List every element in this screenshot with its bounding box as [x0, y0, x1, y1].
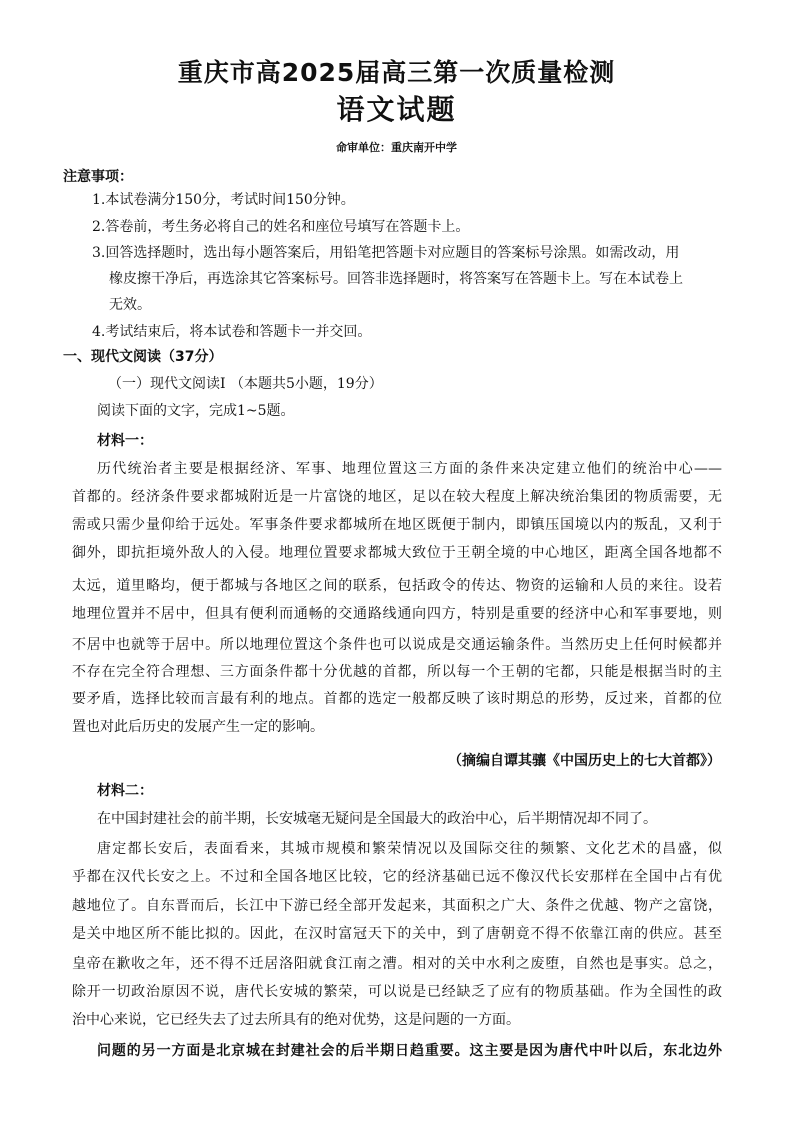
material-2-line: 除开一切政治原因不说，唐代长安城的繁荣，可以说是已经缺乏了应有的物质基础。作为全国性的政 — [72, 984, 722, 1000]
material-1-label: 材料一： — [97, 433, 153, 449]
subsection-heading: （一）现代文阅读I （本题共5小题，19分） — [108, 376, 383, 392]
material-1-line: 历代统治者主要是根据经济、军事、地理位置这三方面的条件来决定建立他们的统治中心—— — [97, 461, 722, 477]
material-2-line: 治中心来说，它已经失去了过去所具有的绝对优势，这是问题的一方面。 — [72, 1012, 520, 1028]
material-1-line: 不居中也就等于居中。所以地理位置这个条件也可以说成是交通运输条件。当然历史上任何时候都并 — [72, 637, 722, 653]
reading-instruction: 阅读下面的文字，完成1~5题。 — [97, 403, 295, 419]
material-2-paragraph-1: 在中国封建社会的前半期，长安城毫无疑问是全国最大的政治中心，后半期情况却不同了。 — [97, 811, 657, 827]
material-2-line: 乎都在汉代长安之上。不过和全国各地区比较，它的经济基础已远不像汉代长安那样在全国中占有优 — [72, 869, 722, 885]
material-1-line: 首都的。经济条件要求都城附近是一片富饶的地区，足以在较大程度上解决统治集团的物质需要，无 — [72, 489, 722, 505]
material-2-label: 材料二： — [97, 783, 153, 799]
section-heading: 一、现代文阅读（37分） — [63, 349, 223, 365]
material-1-line: 御外，即抗拒境外敌人的入侵。地理位置要求都城大致位于王朝全境的中心地区，距离全国各地都不 — [72, 545, 722, 561]
material-2-line: 越地位了。自东晋而后，长江中下游已经全部开发起来，其面积之广大、条件之优越、物产之富饶， — [72, 898, 722, 914]
material-1-line: 需或只需少量仰给于远处。军事条件要求都城所在地区既便于制内，即镇压国境以内的叛乱，又利于 — [72, 517, 722, 533]
material-1-line: 不存在完全符合理想、三方面条件都十分优越的首都，所以每一个王朝的宅都，只能是根据当时的主 — [72, 664, 722, 680]
material-2-line: 是关中地区所不能比拟的。因此，在汉时富冠天下的关中，到了唐朝竟不得不依靠江南的供应。甚至 — [72, 926, 722, 942]
notice-item-3-line-2: 橡皮擦干净后，再选涂其它答案标号。回答非选择题时，将答案写在答题卡上。写在本试卷上 — [109, 271, 683, 287]
material-2-line: 皇帝在歉收之年，还不得不迁居洛阳就食江南之漕。相对的关中水利之废堕，自然也是事实。总之， — [72, 956, 722, 972]
material-1-line: 太远，道里略均，便于都城与各地区之间的联系，包括政令的传达、物资的运输和人员的来往。设若 — [72, 578, 722, 594]
exam-title: 重庆市高2025届高三第一次质量检测 — [177, 58, 616, 87]
material-1-line: 要矛盾，选择比较而言最有利的地点。首都的选定一般都反映了该时期总的形势，反过来，首都的位 — [72, 691, 722, 707]
setter-unit: 命审单位：重庆南开中学 — [336, 141, 457, 154]
notice-item-3-line-1: 3.回答选择题时，选出每小题答案后，用铅笔把答题卡对应题目的答案标号涂黑。如需改动，用 — [92, 245, 680, 261]
notice-item-3-line-3: 无效。 — [109, 297, 151, 313]
notice-heading: 注意事项： — [63, 169, 133, 185]
material-2-line: 唐定都长安后，表面看来，其城市规模和繁荣情况以及国际交往的频繁、文化艺术的昌盛，似 — [97, 841, 722, 857]
exam-subject: 语文试题 — [336, 93, 457, 126]
material-1-line: 地理位置并不居中，但具有便利而通畅的交通路线通向四方，特别是重要的经济中心和军事要地，则 — [72, 606, 722, 622]
notice-item-1: 1.本试卷满分150分，考试时间150分钟。 — [92, 192, 355, 208]
material-2-paragraph-3: 问题的另一方面是北京城在封建社会的后半期日趋重要。这主要是因为唐代中叶以后，东北边外 — [97, 1043, 722, 1059]
material-1-line: 置也对此后历史的发展产生一定的影响。 — [72, 719, 324, 735]
notice-item-2: 2.答卷前，考生务必将自己的姓名和座位号填写在答题卡上。 — [92, 219, 470, 235]
material-1-source: （摘编自谭其骧《中国历史上的七大首都》） — [448, 753, 721, 769]
notice-item-4: 4.考试结束后，将本试卷和答题卡一并交回。 — [92, 324, 372, 340]
